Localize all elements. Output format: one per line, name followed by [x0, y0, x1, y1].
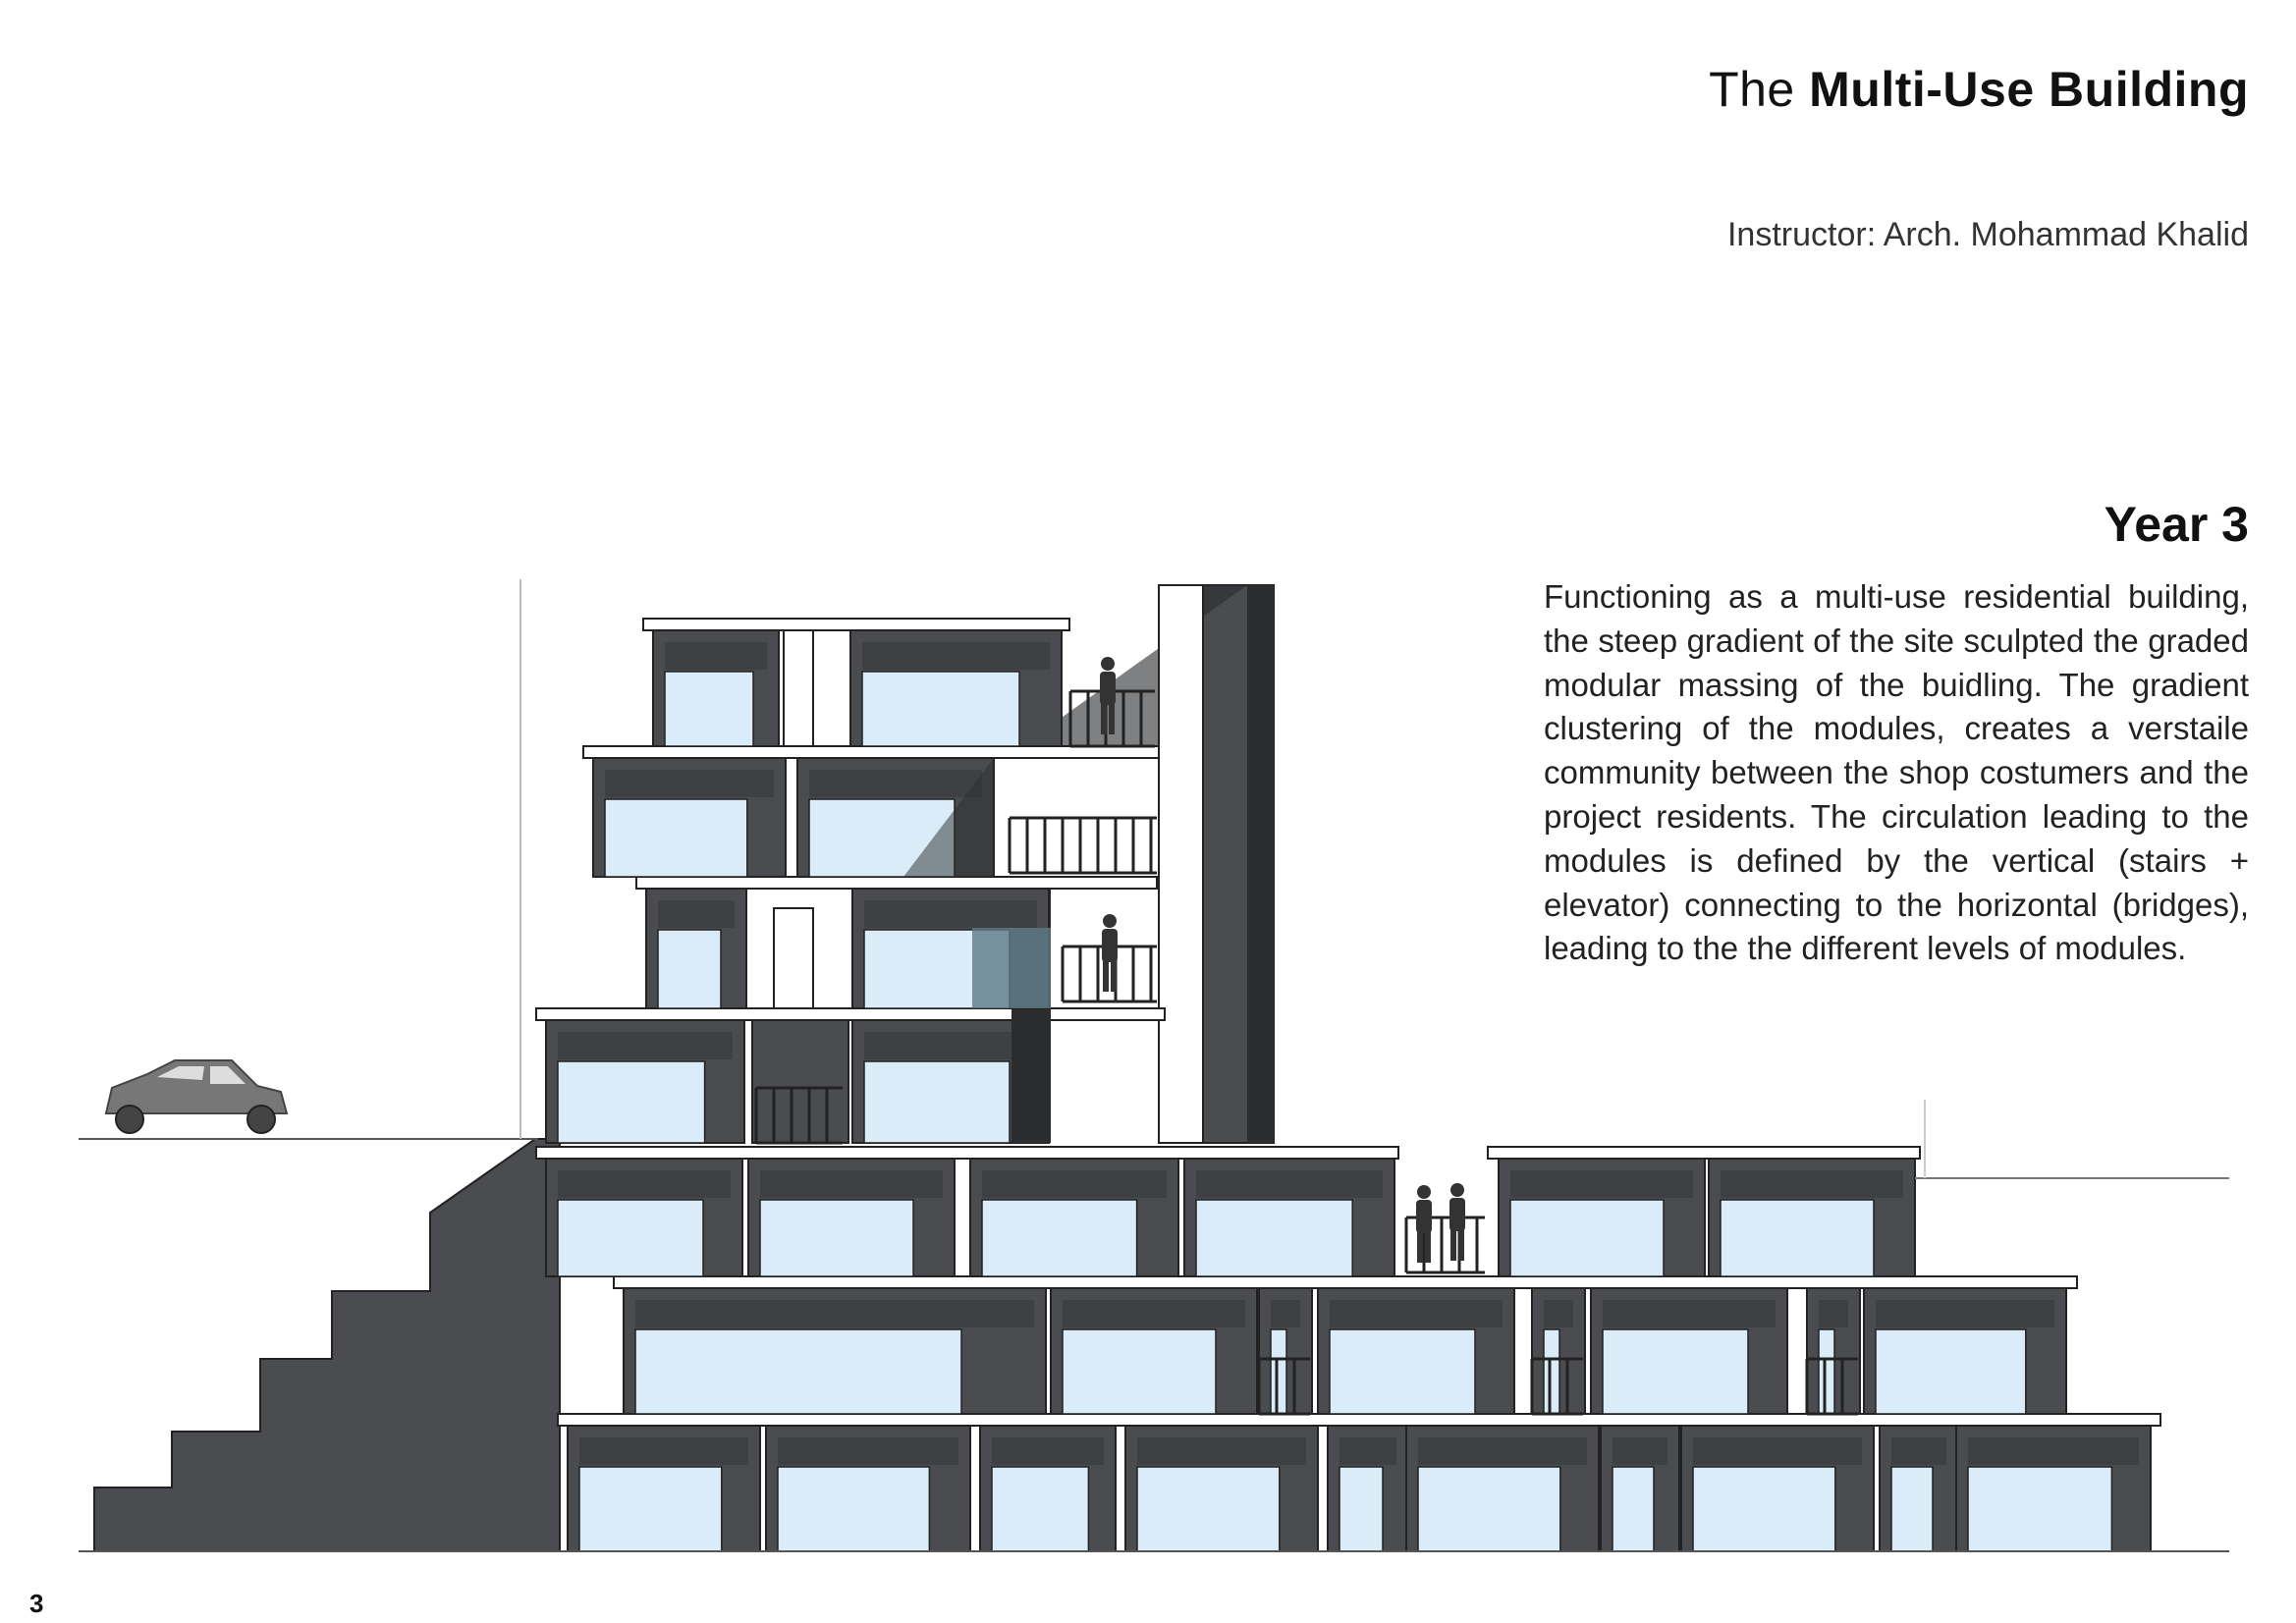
module-shadow [1418, 1437, 1587, 1465]
module-level-0 [1406, 1426, 1599, 1551]
module-window [1693, 1467, 1835, 1551]
person-head [1101, 657, 1115, 671]
module-window [982, 1200, 1137, 1276]
module-shadow [1330, 1300, 1503, 1327]
module-shadow [1968, 1437, 2139, 1465]
module-window [1418, 1467, 1560, 1551]
module-shadow [1063, 1300, 1245, 1327]
module-shadow [1196, 1170, 1383, 1198]
module-shadow [1339, 1437, 1396, 1465]
module-top [653, 630, 779, 746]
module-level-1 [1532, 1288, 1585, 1414]
stepped-retaining-wall [94, 1139, 560, 1551]
module-shadow [579, 1437, 748, 1465]
module-window [1891, 1467, 1933, 1551]
module-level-3 [546, 1020, 744, 1143]
module-level-2 [1499, 1159, 1705, 1276]
title-prefix: The [1709, 62, 1795, 117]
module-shadow [1613, 1437, 1667, 1465]
module-top [850, 630, 1062, 746]
module-window [1137, 1467, 1280, 1551]
module-shadow [862, 642, 1050, 670]
person-body [1416, 1200, 1432, 1233]
module-window [1510, 1200, 1664, 1276]
module-window [1819, 1329, 1834, 1414]
module-window [1613, 1467, 1654, 1551]
person-head [1450, 1183, 1464, 1197]
person-head [1417, 1185, 1431, 1199]
module-shadow [864, 1032, 1037, 1059]
person-leg [1103, 960, 1109, 992]
person-leg [1425, 1231, 1431, 1263]
module-level-0 [568, 1426, 760, 1551]
car-wheel [247, 1106, 275, 1133]
railing-level-5 [1010, 818, 1157, 873]
module-window [1063, 1329, 1216, 1414]
module-window [992, 1467, 1088, 1551]
person-leg [1450, 1229, 1456, 1261]
car-silhouette [106, 1060, 287, 1133]
module-window [1544, 1329, 1559, 1414]
module-window [1603, 1329, 1748, 1414]
floor-slab-level-0 [558, 1414, 2160, 1426]
module-level-0 [1125, 1426, 1318, 1551]
person-leg [1109, 703, 1115, 734]
person-level-4 [1102, 914, 1118, 992]
module-window [1330, 1329, 1475, 1414]
floor-slab-level-1 [614, 1276, 2077, 1288]
module-level-0 [1681, 1426, 1874, 1551]
module-level-5 [593, 758, 786, 877]
module-level-2 [1709, 1159, 1915, 1276]
floor-slab-top [643, 619, 1069, 630]
module-level-2 [970, 1159, 1178, 1276]
stair-core [752, 1020, 848, 1143]
person-head [1103, 914, 1117, 928]
module-shadow [1891, 1437, 1946, 1465]
module-window [760, 1200, 913, 1276]
module-level-0 [1328, 1426, 1408, 1551]
module-level-1 [1259, 1288, 1312, 1414]
floor-slab-level-5 [583, 746, 1159, 758]
project-description: Functioning as a multi-use residential building, the steep gradient of the site sculpted the graded modular massing of the buidling. The gradient clustering of the modules, creates a verstaile community between the shop costumers and the project residents. The circulation leading to the modules is defined by the vertical (stairs + elevator) connecting to the horizontal (bridges), leading to the the different levels of modules. [1544, 578, 2249, 967]
module-window [558, 1200, 703, 1276]
person-leg [1101, 703, 1107, 734]
module-shadow [1510, 1170, 1693, 1198]
floor-slab-level-2-right [1488, 1147, 1920, 1159]
module-window [1968, 1467, 2111, 1551]
person-body [1449, 1198, 1465, 1231]
module-level-0 [980, 1426, 1116, 1551]
module-shadow [665, 642, 767, 670]
module-shadow [1876, 1300, 2054, 1327]
module-shadow [992, 1437, 1104, 1465]
module-level-0 [1956, 1426, 2151, 1551]
module-window [605, 799, 747, 877]
module-window [1876, 1329, 2026, 1414]
module-shadow [558, 1170, 731, 1198]
floor-slab-level-3 [536, 1008, 1165, 1020]
module-window [1271, 1329, 1286, 1414]
person-body [1102, 929, 1118, 962]
module-shadow [1603, 1300, 1776, 1327]
person-leg [1417, 1231, 1423, 1263]
module-shadow [1271, 1300, 1300, 1327]
module-level-1 [1591, 1288, 1787, 1414]
module-window [1196, 1200, 1352, 1276]
page-number: 3 [29, 1589, 44, 1618]
module-shadow [635, 1300, 1034, 1327]
module-shadow [809, 770, 982, 797]
person-leg [1111, 960, 1117, 992]
tower-shaft [1159, 585, 1203, 1143]
module-level-1 [1051, 1288, 1257, 1414]
module-opening [774, 908, 813, 1008]
top-gap [784, 630, 813, 746]
module-shadow [1819, 1300, 1848, 1327]
person-on-bridge [1449, 1183, 1465, 1261]
module-window [579, 1467, 722, 1551]
module-shadow [558, 1032, 733, 1059]
module-window [862, 672, 1019, 746]
module-shadow [658, 900, 735, 928]
module-level-1 [624, 1288, 1046, 1414]
module-level-2 [1184, 1159, 1394, 1276]
car-wheel [116, 1106, 143, 1133]
module-window [1339, 1467, 1383, 1551]
module-level-2 [546, 1159, 742, 1276]
instructor-credit: Instructor: Arch. Mohammad Khalid [1726, 216, 2249, 253]
module-window [635, 1329, 961, 1414]
module-level-1 [1864, 1288, 2066, 1414]
module-window [558, 1061, 705, 1143]
project-year: Year 3 [2104, 497, 2249, 552]
title-bold: Multi-Use Building [1809, 62, 2249, 117]
module-window [778, 1467, 929, 1551]
module-window [864, 1061, 1010, 1143]
module-level-0 [1880, 1426, 1958, 1551]
glass-reflection [972, 928, 1051, 1008]
person-body [1100, 672, 1116, 705]
module-window [665, 672, 753, 746]
module-shadow [1693, 1437, 1862, 1465]
person-leg [1458, 1229, 1464, 1261]
module-shadow [1721, 1170, 1903, 1198]
module-shadow [760, 1170, 943, 1198]
module-level-4 [646, 889, 746, 1008]
module-window [658, 930, 721, 1008]
module-window [1721, 1200, 1874, 1276]
module-shadow [982, 1170, 1167, 1198]
module-level-1 [1807, 1288, 1860, 1414]
tower-shadow [1247, 585, 1274, 1143]
module-shadow [864, 900, 1037, 928]
module-level-1 [1318, 1288, 1514, 1414]
module-shadow [1137, 1437, 1306, 1465]
module-level-2 [748, 1159, 955, 1276]
module-level-0 [1601, 1426, 1679, 1551]
module-shadow [778, 1437, 958, 1465]
module-shadow [605, 770, 774, 797]
module-level-0 [766, 1426, 970, 1551]
building-modules [94, 585, 2160, 1551]
floor-slab-level-4 [636, 877, 1157, 889]
floor-slab-level-2 [536, 1147, 1398, 1159]
module-shadow [1544, 1300, 1573, 1327]
